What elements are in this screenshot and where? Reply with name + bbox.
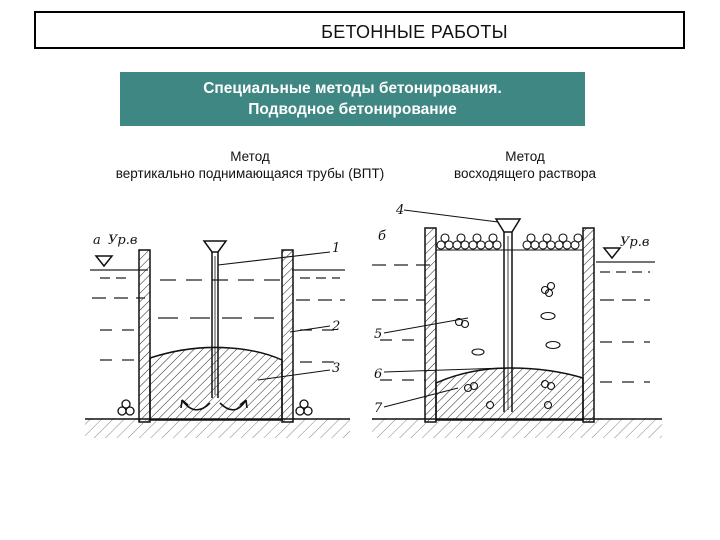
- left-ground: [85, 418, 350, 438]
- right-callout-6: 6: [374, 367, 383, 382]
- caption-right-line-1: Метод: [505, 149, 545, 164]
- caption-left-line-1: Метод: [230, 149, 270, 164]
- right-callout-7: 7: [374, 401, 383, 416]
- left-callout-3: 3: [332, 361, 341, 376]
- caption-left-line-2: вертикально поднимающаяся трубы (ВПТ): [115, 166, 385, 181]
- caption-right-line-2: восходящего раствора: [453, 166, 597, 181]
- left-label-a: а: [93, 233, 101, 248]
- right-water-level-label: Ур.в: [620, 235, 650, 250]
- left-water-level-label: Ур.в: [108, 233, 138, 248]
- right-diagram: [372, 203, 662, 438]
- left-callout-2: 2: [332, 319, 341, 334]
- right-water-level-marker: [604, 248, 620, 258]
- right-label-b: б: [378, 229, 386, 244]
- left-wall-left: [139, 250, 150, 422]
- banner-line-2: Подводное бетонирование: [248, 101, 457, 118]
- left-concrete-mass: [150, 347, 282, 420]
- right-wall-right: [583, 228, 594, 422]
- right-callout-5: 5: [374, 327, 383, 342]
- left-callout-1: 1: [332, 241, 341, 256]
- banner-line-1: Специальные методы бетонирования.: [203, 80, 502, 97]
- left-wall-right: [282, 250, 293, 422]
- right-water-lines: [372, 262, 655, 382]
- right-aggregate-layer: [436, 234, 583, 250]
- right-ground: [372, 418, 662, 438]
- left-diagram: [85, 233, 350, 438]
- right-concrete-mass: [436, 368, 583, 420]
- page-title: БЕТОННЫЕ РАБОТЫ: [321, 22, 508, 42]
- right-callout-4: 4: [396, 203, 405, 218]
- left-water-level-marker: [96, 256, 112, 266]
